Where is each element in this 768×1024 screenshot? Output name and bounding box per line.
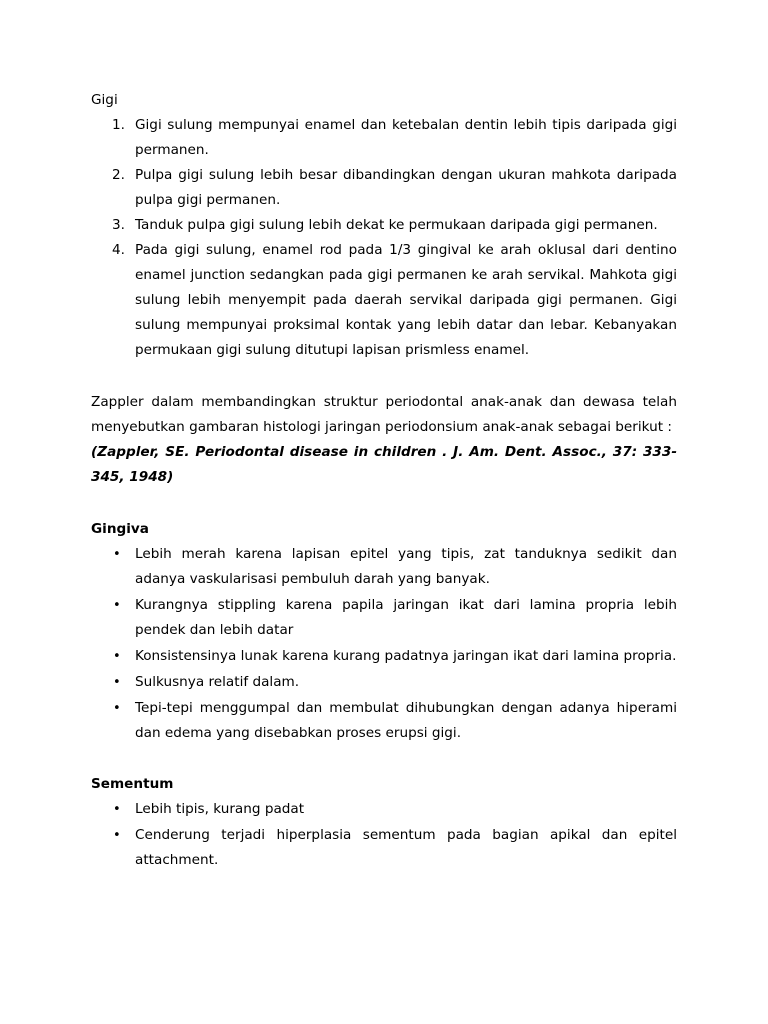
- bullet-icon: •: [113, 649, 121, 664]
- list-item: [91, 542, 677, 592]
- document-page: [91, 88, 677, 874]
- list-item-text: Pulpa gigi sulung lebih besar dibandingkan dengan ukuran mahkota daripada pulpa gigi permanen.: [135, 167, 677, 208]
- spacer: [91, 363, 677, 390]
- list-item: [91, 797, 677, 822]
- list-item: [91, 213, 677, 238]
- list-item-text: Tepi-tepi menggumpal dan membulat dihubungkan dengan adanya hiperami dan edema yang disebabkan proses erupsi gigi.: [135, 700, 677, 741]
- list-item-text: Lebih tipis, kurang padat: [135, 801, 305, 817]
- list-item: [91, 238, 677, 363]
- list-item: [91, 823, 677, 873]
- list-item-text: Tanduk pulpa gigi sulung lebih dekat ke permukaan daripada gigi permanen.: [135, 217, 658, 233]
- list-item: [91, 163, 677, 213]
- bullet-icon: •: [113, 802, 121, 817]
- list-item-text: Gigi sulung mempunyai enamel dan ketebalan dentin lebih tipis daripada gigi permanen.: [135, 117, 677, 158]
- list-item-text: Konsistensinya lunak karena kurang padatnya jaringan ikat dari lamina propria.: [135, 648, 677, 664]
- list-number: 2.: [112, 167, 125, 183]
- list-item: [91, 644, 677, 669]
- list-item: [91, 113, 677, 163]
- bullet-icon: •: [113, 547, 121, 562]
- gigi-numbered-list: [91, 113, 677, 363]
- list-item: [91, 670, 677, 695]
- gingiva-bullet-list: [91, 542, 677, 746]
- citation: (Zappler, SE. Periodontal disease in children . J. Am. Dent. Assoc., 37: 333-345, 1948): [91, 444, 677, 485]
- list-item: [91, 696, 677, 746]
- bullet-icon: •: [113, 598, 121, 613]
- spacer: [91, 747, 677, 772]
- list-number: 4.: [112, 242, 125, 258]
- bullet-icon: •: [113, 675, 121, 690]
- list-item: [91, 593, 677, 643]
- list-item-text: Cenderung terjadi hiperplasia sementum pada bagian apikal dan epitel attachment.: [135, 827, 677, 868]
- section-title-sementum: Sementum: [91, 776, 174, 792]
- list-item-text: Sulkusnya relatif dalam.: [135, 674, 300, 690]
- intro-paragraph: Zappler dalam membandingkan struktur periodontal anak-anak dan dewasa telah menyebutkan gambaran histologi jaringan periodonsium anak-anak sebagai berikut :: [91, 394, 677, 435]
- list-number: 1.: [112, 117, 125, 133]
- section-title-gingiva: Gingiva: [91, 521, 149, 537]
- list-item-text: Kurangnya stippling karena papila jaringan ikat dari lamina propria lebih pendek dan lebih datar: [135, 597, 677, 638]
- bullet-icon: •: [113, 701, 121, 716]
- list-item-text: Pada gigi sulung, enamel rod pada 1/3 gingival ke arah oklusal dari dentino enamel junction sedangkan pada gigi permanen ke arah servikal. Mahkota gigi sulung lebih menyempit pada daerah servikal daripada gigi permanen. Gigi sulung mempunyai proksimal kontak yang lebih datar dan lebar. Kebanyakan permukaan gigi sulung ditutupi lapisan prismless enamel.: [135, 242, 677, 358]
- list-item-text: Lebih merah karena lapisan epitel yang tipis, zat tanduknya sedikit dan adanya vaskularisasi pembuluh darah yang banyak.: [135, 546, 677, 587]
- bullet-icon: •: [113, 828, 121, 843]
- sementum-bullet-list: [91, 797, 677, 873]
- section-title-gigi: Gigi: [91, 92, 118, 108]
- list-number: 3.: [112, 217, 125, 233]
- spacer: [91, 490, 677, 517]
